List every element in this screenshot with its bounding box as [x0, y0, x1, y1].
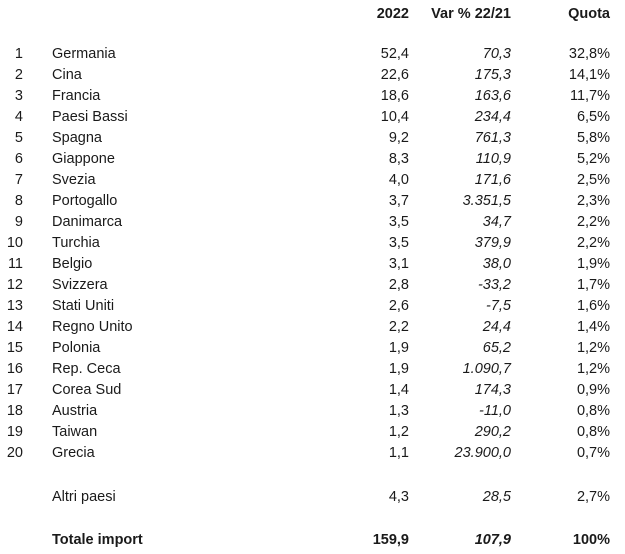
row-value: 1,4 — [388, 382, 409, 398]
row-country: Belgio — [52, 256, 93, 272]
table-row — [0, 401, 625, 422]
table-row-other — [0, 487, 625, 508]
row-value: 18,6 — [380, 88, 409, 104]
table-header — [0, 4, 625, 25]
row-quota: 2,2% — [576, 214, 610, 230]
row-quota: 1,2% — [576, 361, 610, 377]
row-quota: 1,9% — [576, 256, 610, 272]
row-quota: 2,5% — [576, 172, 610, 188]
table-row — [0, 317, 625, 338]
row-value: 22,6 — [380, 67, 409, 83]
row-country: Stati Uniti — [52, 298, 115, 314]
row-value: 52,4 — [380, 46, 409, 62]
row-var: 290,2 — [474, 424, 511, 440]
table-row — [0, 86, 625, 107]
row-rank: 19 — [6, 424, 23, 440]
table-row — [0, 275, 625, 296]
row-var: 761,3 — [474, 130, 511, 146]
row-country: Corea Sud — [52, 382, 122, 398]
table-row — [0, 233, 625, 254]
row-quota: 1,4% — [576, 319, 610, 335]
row-rank: 7 — [14, 172, 23, 188]
row-value: 1,3 — [388, 403, 409, 419]
row-var: 107,9 — [474, 532, 511, 548]
row-rank: 16 — [6, 361, 23, 377]
row-quota: 100% — [572, 532, 610, 548]
row-country: Polonia — [52, 340, 101, 356]
row-country: Giappone — [52, 151, 115, 167]
row-rank: 2 — [14, 67, 23, 83]
row-quota: 2,3% — [576, 193, 610, 209]
row-country: Regno Unito — [52, 319, 133, 335]
row-quota: 1,7% — [576, 277, 610, 293]
row-value: 1,1 — [388, 445, 409, 461]
header-var: Var % 22/21 — [431, 6, 511, 22]
row-country: Taiwan — [52, 424, 98, 440]
row-country: Paesi Bassi — [52, 109, 128, 125]
header-2022: 2022 — [376, 6, 409, 22]
row-country: Altri paesi — [52, 489, 116, 505]
row-var: 24,4 — [482, 319, 511, 335]
row-value: 159,9 — [372, 532, 409, 548]
table-row-total — [0, 530, 625, 551]
header-quota: Quota — [568, 6, 610, 22]
row-value: 1,9 — [388, 340, 409, 356]
row-quota: 5,8% — [576, 130, 610, 146]
row-quota: 14,1% — [568, 67, 610, 83]
table-row — [0, 380, 625, 401]
row-quota: 2,7% — [576, 489, 610, 505]
row-rank: 12 — [6, 277, 23, 293]
row-value: 2,8 — [388, 277, 409, 293]
row-value: 3,1 — [388, 256, 409, 272]
row-country: Francia — [52, 88, 101, 104]
table-row — [0, 254, 625, 275]
row-rank: 1 — [14, 46, 23, 62]
row-var: 70,3 — [482, 46, 511, 62]
row-value: 4,0 — [388, 172, 409, 188]
row-rank: 20 — [6, 445, 23, 461]
row-var: 379,9 — [474, 235, 511, 251]
row-country: Spagna — [52, 130, 102, 146]
row-quota: 1,6% — [576, 298, 610, 314]
table-row — [0, 212, 625, 233]
row-value: 3,5 — [388, 214, 409, 230]
row-country: Portogallo — [52, 193, 118, 209]
row-rank: 15 — [6, 340, 23, 356]
row-rank: 6 — [14, 151, 23, 167]
row-country: Turchia — [52, 235, 100, 251]
row-country: Austria — [52, 403, 98, 419]
row-var: 28,5 — [482, 489, 511, 505]
row-var: -33,2 — [477, 277, 511, 293]
row-country: Totale import — [52, 532, 143, 548]
row-country: Svizzera — [52, 277, 108, 293]
table-row — [0, 296, 625, 317]
row-rank: 17 — [6, 382, 23, 398]
row-rank: 11 — [7, 256, 23, 272]
row-country: Cina — [52, 67, 82, 83]
row-country: Svezia — [52, 172, 96, 188]
table-row — [0, 170, 625, 191]
row-value: 9,2 — [388, 130, 409, 146]
row-var: -11,0 — [479, 403, 511, 419]
row-var: 171,6 — [474, 172, 511, 188]
row-value: 1,2 — [388, 424, 409, 440]
table-row — [0, 359, 625, 380]
row-value: 3,5 — [388, 235, 409, 251]
row-var: 34,7 — [482, 214, 511, 230]
row-value: 10,4 — [380, 109, 409, 125]
row-rank: 9 — [14, 214, 23, 230]
row-quota: 0,8% — [576, 403, 610, 419]
row-quota: 11,7% — [569, 88, 610, 104]
table-row — [0, 338, 625, 359]
row-quota: 32,8% — [568, 46, 610, 62]
row-var: 23.900,0 — [454, 445, 511, 461]
row-value: 8,3 — [388, 151, 409, 167]
row-var: 1.090,7 — [462, 361, 511, 377]
table-row — [0, 191, 625, 212]
row-quota: 2,2% — [576, 235, 610, 251]
row-country: Rep. Ceca — [52, 361, 121, 377]
row-var: 38,0 — [482, 256, 511, 272]
row-value: 3,7 — [388, 193, 409, 209]
table-row — [0, 422, 625, 443]
row-var: -7,5 — [486, 298, 511, 314]
row-value: 2,2 — [388, 319, 409, 335]
row-rank: 13 — [6, 298, 23, 314]
row-var: 234,4 — [474, 109, 511, 125]
row-rank: 10 — [6, 235, 23, 251]
table-row — [0, 107, 625, 128]
row-rank: 14 — [6, 319, 23, 335]
row-rank: 5 — [14, 130, 23, 146]
row-quota: 0,8% — [576, 424, 610, 440]
row-value: 2,6 — [388, 298, 409, 314]
row-rank: 8 — [14, 193, 23, 209]
row-quota: 5,2% — [576, 151, 610, 167]
row-quota: 0,9% — [576, 382, 610, 398]
table-row — [0, 149, 625, 170]
row-value: 4,3 — [388, 489, 409, 505]
row-var: 65,2 — [482, 340, 511, 356]
row-quota: 6,5% — [576, 109, 610, 125]
row-country: Danimarca — [52, 214, 123, 230]
row-var: 163,6 — [474, 88, 511, 104]
row-var: 175,3 — [474, 67, 511, 83]
table-row — [0, 443, 625, 464]
table-row — [0, 65, 625, 86]
table-row — [0, 44, 625, 65]
row-rank: 4 — [14, 109, 23, 125]
row-quota: 0,7% — [576, 445, 610, 461]
row-rank: 18 — [6, 403, 23, 419]
row-var: 3.351,5 — [462, 193, 511, 209]
row-quota: 1,2% — [576, 340, 610, 356]
row-country: Grecia — [52, 445, 95, 461]
row-var: 110,9 — [475, 151, 511, 167]
row-var: 174,3 — [474, 382, 511, 398]
row-value: 1,9 — [388, 361, 409, 377]
row-rank: 3 — [14, 88, 23, 104]
row-country: Germania — [52, 46, 116, 62]
table-row — [0, 128, 625, 149]
